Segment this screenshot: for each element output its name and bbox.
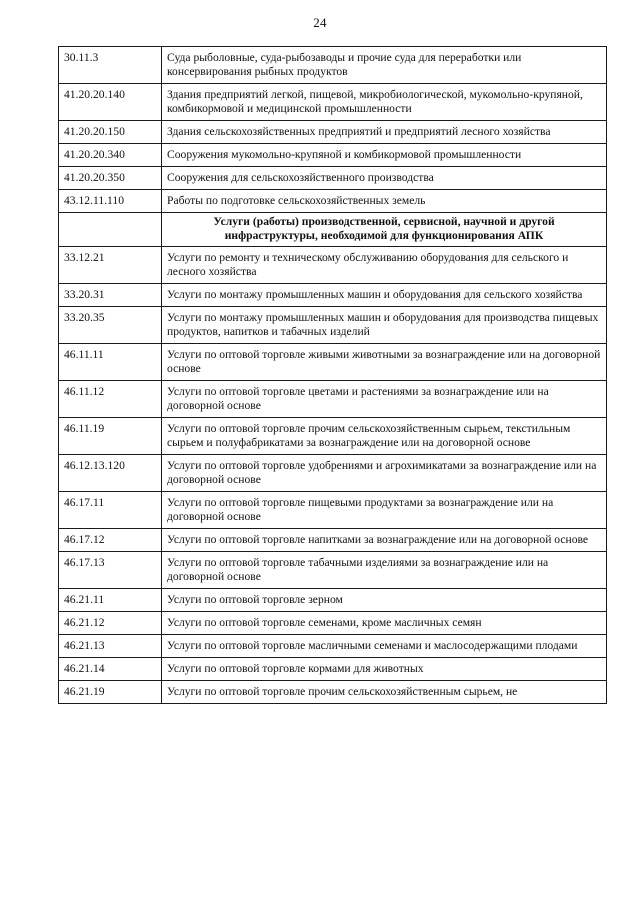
section-header-row bbox=[59, 213, 607, 247]
code-cell: 46.17.13 bbox=[59, 552, 162, 589]
table-row bbox=[59, 418, 607, 455]
table-row bbox=[59, 635, 607, 658]
table-row bbox=[59, 190, 607, 213]
table-row bbox=[59, 144, 607, 167]
table-row bbox=[59, 612, 607, 635]
code-cell: 46.21.19 bbox=[59, 681, 162, 704]
description-cell: Услуги по оптовой торговле пищевыми продуктами за вознаграждение или на договорной основе bbox=[162, 492, 607, 529]
table-row bbox=[59, 121, 607, 144]
table-row bbox=[59, 167, 607, 190]
description-cell: Услуги по оптовой торговле семенами, кроме масличных семян bbox=[162, 612, 607, 635]
description-cell: Услуги по оптовой торговле напитками за вознаграждение или на договорной основе bbox=[162, 529, 607, 552]
page-number: 24 bbox=[313, 15, 327, 30]
description-cell: Услуги по оптовой торговле цветами и растениями за вознаграждение или на договорной основе bbox=[162, 381, 607, 418]
description-cell: Услуги по оптовой торговле кормами для животных bbox=[162, 658, 607, 681]
code-cell: 46.12.13.120 bbox=[59, 455, 162, 492]
code-cell: 46.11.11 bbox=[59, 344, 162, 381]
table-row bbox=[59, 284, 607, 307]
table-row bbox=[59, 381, 607, 418]
description-cell: Сооружения мукомольно-крупяной и комбикормовой промышленности bbox=[162, 144, 607, 167]
table-row bbox=[59, 492, 607, 529]
description-cell: Суда рыболовные, суда-рыбозаводы и прочие суда для переработки или консервирования рыбных продуктов bbox=[162, 47, 607, 84]
code-cell: 46.17.11 bbox=[59, 492, 162, 529]
table-row bbox=[59, 344, 607, 381]
description-cell: Услуги по оптовой торговле удобрениями и агрохимикатами за вознаграждение или на договорной основе bbox=[162, 455, 607, 492]
table-row bbox=[59, 681, 607, 704]
code-cell: 46.17.12 bbox=[59, 529, 162, 552]
code-cell: 46.11.19 bbox=[59, 418, 162, 455]
codes-table bbox=[58, 46, 607, 704]
description-cell: Услуги по оптовой торговле зерном bbox=[162, 589, 607, 612]
code-cell: 43.12.11.110 bbox=[59, 190, 162, 213]
table-row bbox=[59, 455, 607, 492]
code-cell: 41.20.20.340 bbox=[59, 144, 162, 167]
code-cell: 46.21.13 bbox=[59, 635, 162, 658]
description-cell: Услуги по оптовой торговле прочим сельскохозяйственным сырьем, не bbox=[162, 681, 607, 704]
table-body bbox=[59, 47, 607, 704]
description-cell: Услуги по монтажу промышленных машин и оборудования для сельского хозяйства bbox=[162, 284, 607, 307]
code-cell: 41.20.20.150 bbox=[59, 121, 162, 144]
description-cell: Услуги по оптовой торговле живыми животными за вознаграждение или на договорной основе bbox=[162, 344, 607, 381]
code-cell: 30.11.3 bbox=[59, 47, 162, 84]
table-row bbox=[59, 47, 607, 84]
section-title-cell: Услуги (работы) производственной, сервисной, научной и другой инфраструктуры, необходимой для функционирования АПК bbox=[162, 213, 607, 247]
description-cell: Здания сельскохозяйственных предприятий и предприятий лесного хозяйства bbox=[162, 121, 607, 144]
code-cell: 33.20.35 bbox=[59, 307, 162, 344]
table-row bbox=[59, 307, 607, 344]
table-row bbox=[59, 589, 607, 612]
table-row bbox=[59, 658, 607, 681]
description-cell: Услуги по оптовой торговле масличными семенами и маслосодержащими плодами bbox=[162, 635, 607, 658]
table-row bbox=[59, 552, 607, 589]
description-cell: Услуги по оптовой торговле прочим сельскохозяйственным сырьем, текстильным сырьем и полуфабрикатами за вознаграждение или на договорной основе bbox=[162, 418, 607, 455]
code-cell: 46.21.14 bbox=[59, 658, 162, 681]
code-cell: 46.21.11 bbox=[59, 589, 162, 612]
description-cell: Работы по подготовке сельскохозяйственных земель bbox=[162, 190, 607, 213]
code-cell: 46.21.12 bbox=[59, 612, 162, 635]
description-cell: Сооружения для сельскохозяйственного производства bbox=[162, 167, 607, 190]
code-cell: 33.20.31 bbox=[59, 284, 162, 307]
code-cell: 41.20.20.350 bbox=[59, 167, 162, 190]
description-cell: Услуги по ремонту и техническому обслуживанию оборудования для сельского и лесного хозяйства bbox=[162, 247, 607, 284]
description-cell: Здания предприятий легкой, пищевой, микробиологической, мукомольно-крупяной, комбикормовой и медицинской промышленности bbox=[162, 84, 607, 121]
table-row bbox=[59, 247, 607, 284]
codes-table-container bbox=[58, 46, 607, 704]
description-cell: Услуги по монтажу промышленных машин и оборудования для производства пищевых продуктов, напитков и табачных изделий bbox=[162, 307, 607, 344]
table-row bbox=[59, 529, 607, 552]
table-row bbox=[59, 84, 607, 121]
code-cell: 46.11.12 bbox=[59, 381, 162, 418]
code-cell: 41.20.20.140 bbox=[59, 84, 162, 121]
description-cell: Услуги по оптовой торговле табачными изделиями за вознаграждение или на договорной основе bbox=[162, 552, 607, 589]
code-cell: 33.12.21 bbox=[59, 247, 162, 284]
code-cell bbox=[59, 213, 162, 247]
